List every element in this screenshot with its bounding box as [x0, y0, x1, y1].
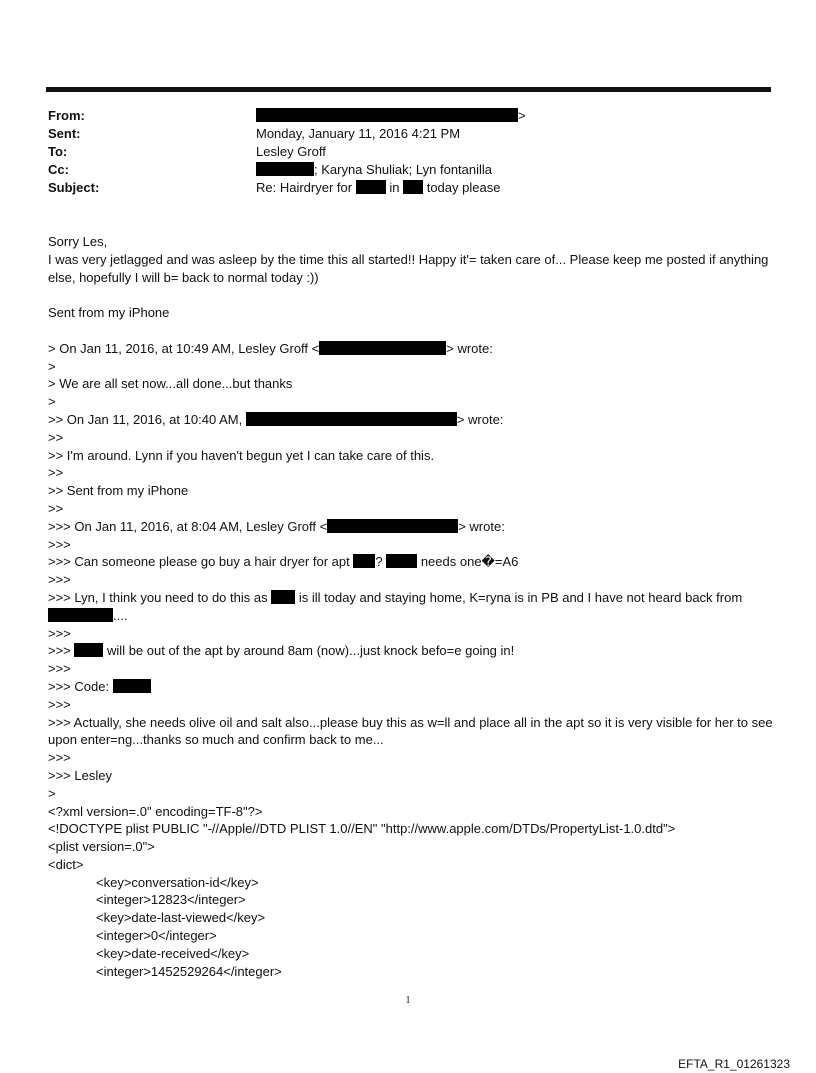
- quoted-line: >>>: [48, 572, 71, 588]
- cc-value-wrap: [256, 161, 768, 179]
- redaction-box: [327, 519, 458, 533]
- quoted-line: [48, 411, 773, 429]
- to-row: [48, 143, 768, 161]
- subject-row: [48, 179, 768, 197]
- body-paragraph: I was very jetlagged and was asleep by the time this all started!! Happy it'= taken care of... Please keep me posted if anything else, hopefully I will b= back to normal today :)): [48, 251, 769, 285]
- quoted-line: >>: [48, 465, 64, 481]
- quoted-line: [48, 340, 773, 358]
- xml-line: <!DOCTYPE plist PUBLIC "-//Apple//DTD PLIST 1.0//EN" "http://www.apple.com/DTDs/PropertyList-1.0.dtd">: [48, 821, 676, 837]
- quoted-line: >>: [48, 429, 64, 445]
- quote-text: ?: [375, 554, 383, 570]
- quote-text: >> On Jan 11, 2016, at 10:40 AM,: [48, 411, 243, 427]
- subject-label: Subject:: [48, 180, 100, 195]
- spacer: [48, 286, 773, 304]
- quoted-line: >>>: [48, 661, 71, 677]
- redaction-box: [386, 554, 417, 568]
- document-id: EFTA_R1_01261323: [678, 1057, 790, 1071]
- to-label: To:: [48, 144, 68, 159]
- quoted-line: [48, 678, 773, 696]
- page-number: 1: [405, 995, 411, 1006]
- sent-label: Sent:: [48, 126, 81, 141]
- from-value: [256, 107, 768, 125]
- redaction-box: [356, 180, 386, 194]
- quote-text: > wrote:: [456, 411, 504, 427]
- quote-text: > wrote:: [446, 340, 493, 356]
- xml-line: <key>date-received</key>: [96, 945, 250, 961]
- to-value: Lesley Groff: [256, 144, 326, 159]
- quoted-line: > We are all set now...all done...but thanks: [48, 376, 293, 392]
- quoted-line: >> Sent from my iPhone: [48, 483, 189, 499]
- quoted-line: >>>: [48, 625, 71, 641]
- xml-line: <key>conversation-id</key>: [96, 874, 259, 890]
- subject-part: Re: Hairdryer for: [256, 180, 353, 195]
- quoted-line: >: [48, 785, 56, 801]
- xml-line: <integer>1452529264</integer>: [96, 963, 282, 979]
- redaction-box: [74, 643, 103, 657]
- redaction-box: [113, 679, 151, 693]
- redaction-box: [353, 554, 375, 568]
- quoted-line: [48, 607, 773, 625]
- quoted-line: >>> Lesley: [48, 767, 112, 783]
- subject-part: in: [389, 180, 400, 195]
- quoted-line: >: [48, 394, 56, 410]
- header-rule: [46, 87, 771, 92]
- body-line: Sent from my iPhone: [48, 305, 170, 321]
- xml-line: <dict>: [48, 856, 84, 872]
- subject-part: today please: [426, 180, 501, 195]
- quoted-line: >>>: [48, 750, 71, 766]
- subject-value: [256, 179, 768, 197]
- quoted-line: >>>: [48, 696, 71, 712]
- quoted-line: [48, 518, 773, 536]
- quote-text: >>>: [48, 643, 71, 659]
- cc-row: [48, 161, 768, 179]
- quoted-line: [48, 642, 773, 660]
- quoted-line: >> I'm around. Lynn if you haven't begun yet I can take care of this.: [48, 447, 435, 463]
- redaction-box: [271, 590, 295, 604]
- quote-text: is ill today and staying home, K=ryna is in PB and I have not heard back from: [298, 589, 743, 605]
- quoted-line: [48, 553, 773, 571]
- redaction-box: [246, 412, 457, 426]
- body-line: Sorry Les,: [48, 234, 108, 249]
- redaction-box: [256, 108, 518, 122]
- xml-line: <?xml version=.0" encoding=TF-8"?>: [48, 803, 263, 819]
- quoted-paragraph: >>> Actually, she needs olive oil and salt also...please buy this as w=ll and place all in the apt so it is very visible for her to see upon enter=ng...thanks so much and confirm back to me...: [48, 714, 773, 748]
- cc-label: Cc:: [48, 162, 69, 177]
- sent-value: Monday, January 11, 2016 4:21 PM: [256, 126, 461, 141]
- redaction-box: [319, 341, 446, 355]
- spacer: [48, 322, 773, 340]
- quote-text: will be out of the apt by around 8am (now)...just knock befo=e going in!: [107, 643, 515, 659]
- quote-text: needs one�=A6: [420, 554, 519, 570]
- quote-text: ....: [113, 607, 128, 623]
- from-suffix: >: [518, 108, 526, 123]
- quote-text: >>> Code:: [48, 678, 110, 694]
- xml-line: <integer>0</integer>: [96, 928, 217, 944]
- quote-text: > wrote:: [458, 518, 505, 534]
- quote-text: >>> Lyn, I think you need to do this as: [48, 589, 268, 605]
- from-label: From:: [48, 108, 85, 123]
- from-row: [48, 107, 768, 125]
- email-header: [48, 107, 768, 197]
- quote-text: >>> Can someone please go buy a hair dryer for apt: [48, 554, 350, 570]
- quoted-line: [48, 589, 773, 607]
- sent-row: [48, 125, 768, 143]
- redaction-box: [403, 180, 423, 194]
- quoted-line: >: [48, 358, 56, 374]
- quote-text: > On Jan 11, 2016, at 10:49 AM, Lesley Groff <: [48, 340, 320, 356]
- xml-line: <key>date-last-viewed</key>: [96, 910, 266, 926]
- quoted-line: >>>: [48, 536, 71, 552]
- xml-line: <integer>12823</integer>: [96, 892, 246, 908]
- xml-line: <plist version=.0">: [48, 839, 155, 855]
- redaction-box: [48, 608, 113, 622]
- quote-text: >>> On Jan 11, 2016, at 8:04 AM, Lesley Groff <: [48, 518, 328, 534]
- quoted-line: >>: [48, 500, 64, 516]
- redaction-box: [256, 162, 314, 176]
- email-body: [48, 233, 773, 980]
- cc-value: ; Karyna Shuliak; Lyn fontanilla: [314, 162, 493, 177]
